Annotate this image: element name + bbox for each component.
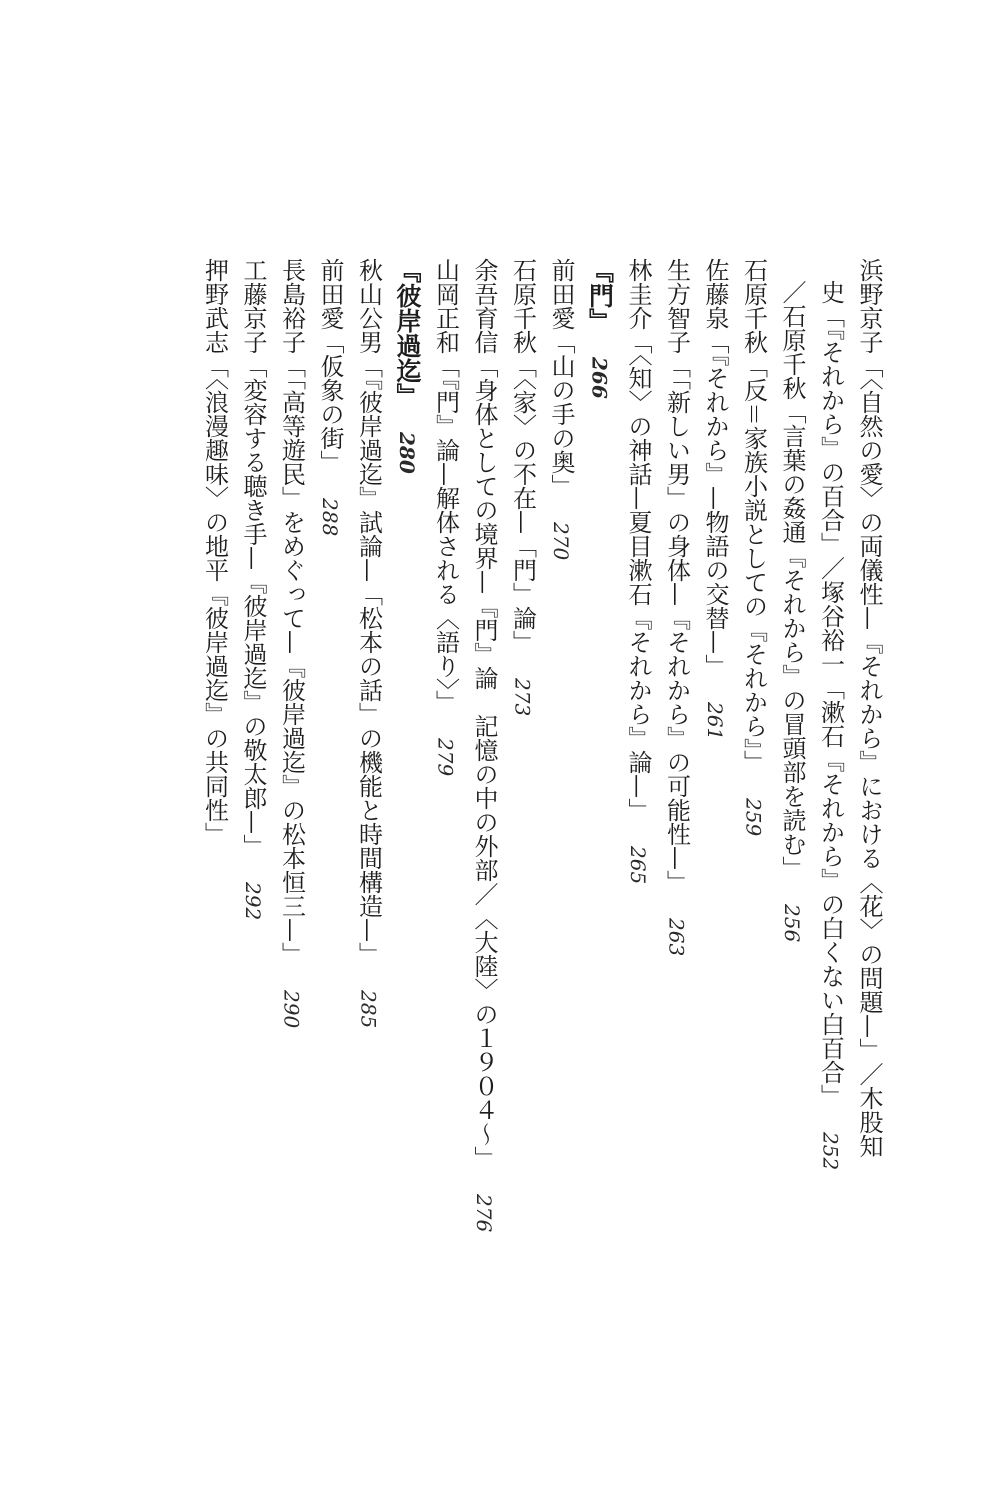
toc-entry-8	[465, 258, 504, 1233]
page-number: 276	[472, 1194, 496, 1233]
page-number: 270	[549, 522, 573, 561]
section-title: 『彼岸過迄』	[393, 258, 422, 408]
entry-text: 林圭介「〈知〉の神話—夏目漱石『それから』論—」	[624, 258, 652, 822]
page-number: 261	[703, 702, 727, 741]
toc-entry-5	[619, 258, 658, 1118]
toc-entry-12	[272, 258, 311, 1118]
entry-text: 押野武志「〈浪漫趣味〉の地平『彼岸過迄』の共同性」	[200, 258, 229, 846]
page-number: 256	[780, 904, 804, 943]
page-number: 279	[433, 738, 458, 777]
section-heading-higan-sugi-made	[388, 258, 427, 1118]
toc-entry-4	[657, 258, 696, 1118]
entry-text: 前田愛「仮象の街」	[316, 258, 344, 474]
entry-text: 山岡正和「『門』論—解体される〈語り〉」	[431, 258, 460, 714]
page-number: 265	[626, 846, 650, 885]
entry-text: 秋山公男「『彼岸過迄』試論—「松本の話」の機能と時間構造—」	[354, 258, 383, 966]
toc-entry-10	[349, 258, 388, 1118]
section-heading-mon	[580, 258, 619, 1118]
toc-entry-1	[850, 258, 889, 1158]
table-of-contents	[195, 258, 888, 1233]
page-number: 285	[356, 990, 381, 1029]
toc-entry-1-cont-2	[773, 258, 812, 1118]
toc-entry-6	[542, 258, 581, 1118]
toc-entry-14	[195, 258, 234, 1118]
page-number: 288	[318, 498, 342, 537]
entry-text: 石原千秋「反＝家族小説としての『それから』」	[739, 258, 768, 774]
entry-text: 佐藤泉「『それから』—物語の交替—」	[701, 258, 729, 678]
toc-entry-2	[734, 258, 773, 1118]
entry-text: 浜野京子「〈自然の愛〉の両儀性—『それから』における〈花〉の問題—」／木股知	[855, 258, 883, 1158]
entry-text: ／石原千秋「言葉の姦通『それから』の冒頭部を読む」	[778, 280, 806, 880]
page-number: 292	[241, 882, 265, 921]
page-number: 266	[587, 357, 612, 399]
toc-entry-7	[503, 258, 542, 1118]
entry-text: 工藤京子「変容する聴き手—『彼岸過迄』の敬太郎—」	[239, 258, 267, 858]
toc-entry-1-cont-1	[811, 258, 850, 1171]
entry-text: 史「『それから』の百合」／塚谷裕一「漱石『それから』の白くない白百合」	[816, 280, 845, 1108]
entry-text: 余吾育信「身体としての境界—『門』論 記憶の中の外部／〈大陸〉の１９０４〜」	[470, 258, 498, 1170]
entry-text: 長島裕子「「高等遊民」をめぐって—『彼岸過迄』の松本恒三—」	[277, 258, 306, 966]
toc-entry-9	[426, 258, 465, 1118]
page-number: 290	[279, 990, 304, 1029]
page-number: 263	[664, 918, 689, 957]
toc-entry-13	[234, 258, 273, 1118]
page-number: 252	[818, 1132, 843, 1171]
entry-text: 生方智子「「新しい男」の身体—『それから』の可能性—」	[662, 258, 691, 894]
page-number: 273	[510, 678, 535, 717]
toc-entry-3	[696, 258, 735, 1118]
entry-text: 石原千秋「〈家〉の不在—「門」論」	[508, 258, 537, 654]
section-title: 『門』	[585, 258, 615, 333]
entry-text: 前田愛「山の手の奥」	[547, 258, 575, 498]
toc-entry-11	[311, 258, 350, 1118]
page-number: 280	[395, 432, 419, 474]
page-number: 259	[741, 798, 766, 837]
